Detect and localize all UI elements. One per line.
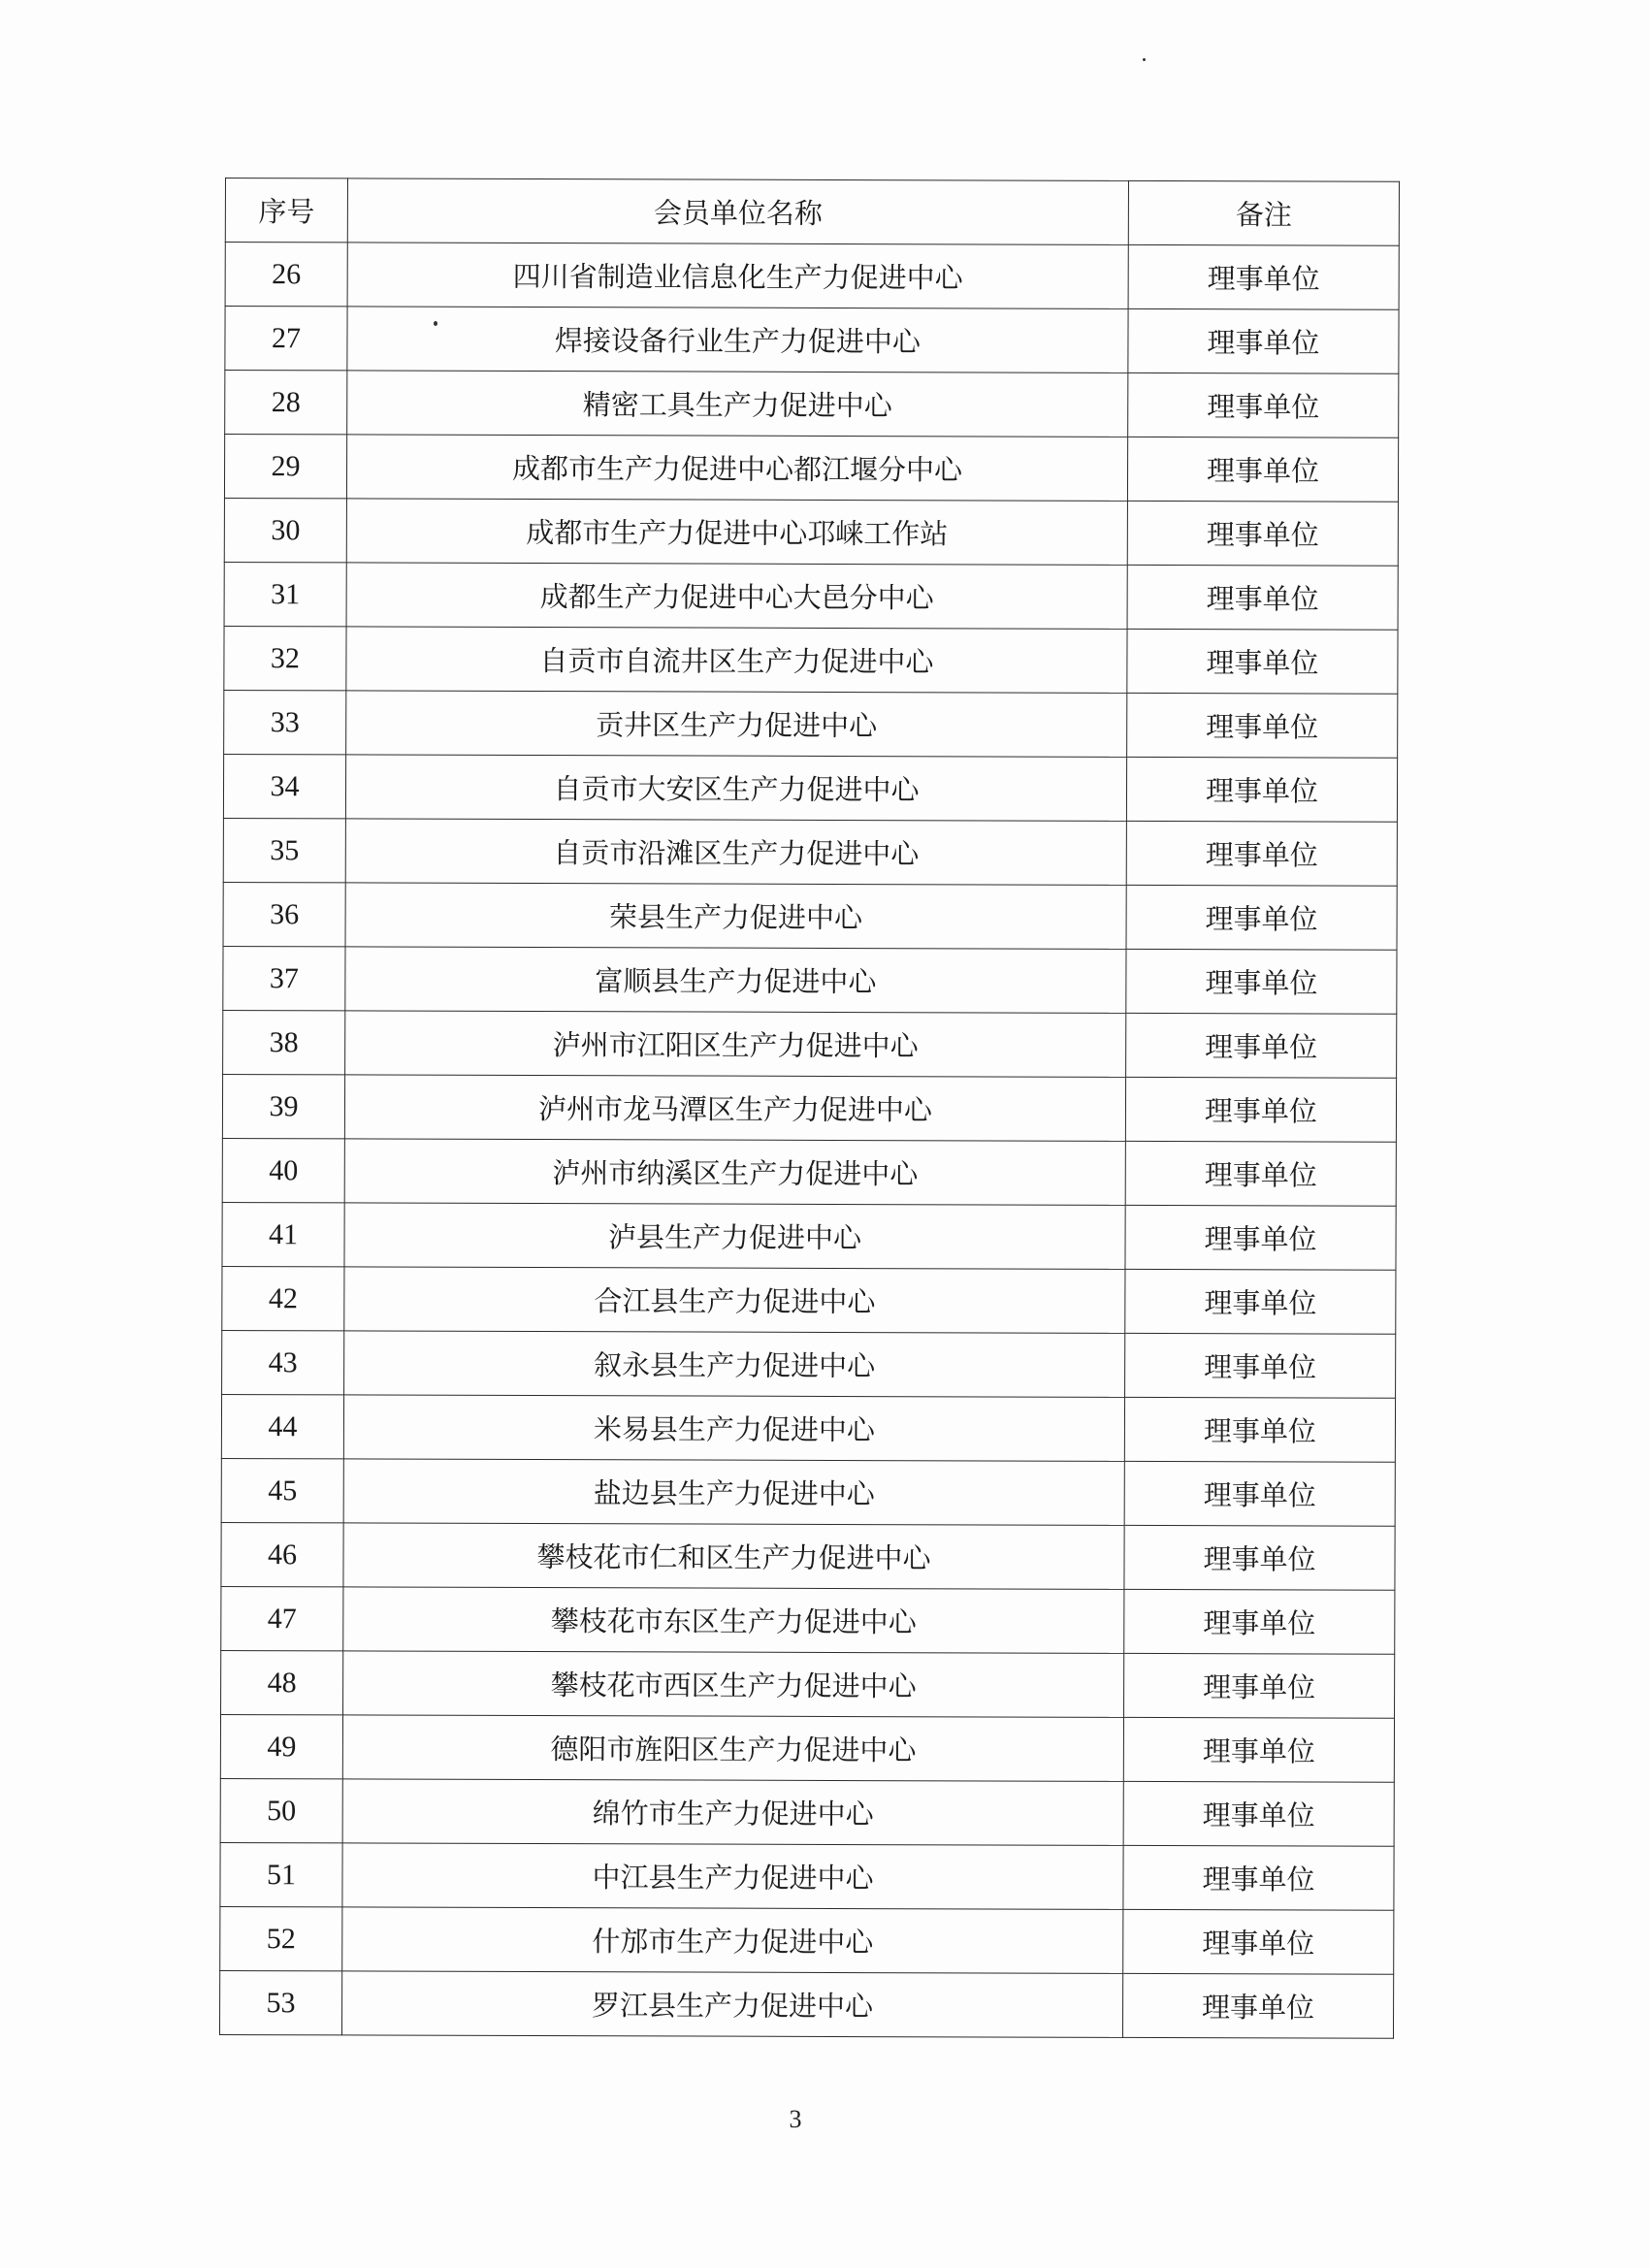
member-unit-name: 自贡市大安区生产力促进中心 — [345, 755, 1126, 822]
row-number: 49 — [220, 1714, 342, 1778]
remark-cell: 理事单位 — [1127, 693, 1398, 758]
table-row — [222, 1266, 1396, 1334]
remark-cell: 理事单位 — [1124, 1653, 1395, 1718]
remark-cell: 理事单位 — [1124, 1461, 1395, 1526]
member-unit-name: 泸州市龙马潭区生产力促进中心 — [344, 1075, 1125, 1142]
row-number: 37 — [223, 946, 345, 1010]
table-body — [219, 243, 1399, 2039]
table-row — [224, 435, 1398, 502]
table-row — [223, 754, 1397, 822]
header-name: 会员单位名称 — [347, 178, 1128, 245]
member-unit-name: 攀枝花市仁和区生产力促进中心 — [343, 1523, 1124, 1590]
remark-cell: 理事单位 — [1127, 437, 1398, 502]
member-unit-name: 中江县生产力促进中心 — [342, 1843, 1123, 1910]
remark-cell: 理事单位 — [1124, 1397, 1395, 1462]
remark-cell: 理事单位 — [1125, 1141, 1396, 1206]
row-number: 51 — [220, 1842, 342, 1906]
remark-cell: 理事单位 — [1128, 244, 1399, 309]
table-row — [221, 1458, 1395, 1526]
remark-cell: 理事单位 — [1127, 565, 1398, 630]
row-number: 38 — [223, 1010, 345, 1074]
row-number: 31 — [224, 562, 346, 626]
row-number: 45 — [221, 1458, 343, 1522]
member-unit-name: 合江县生产力促进中心 — [344, 1267, 1125, 1334]
remark-cell: 理事单位 — [1126, 885, 1397, 950]
member-unit-name: 什邡市生产力促进中心 — [342, 1907, 1123, 1974]
remark-cell: 理事单位 — [1126, 757, 1397, 822]
member-unit-name: 泸州市纳溪区生产力促进中心 — [344, 1139, 1125, 1206]
member-unit-name: 自贡市沿滩区生产力促进中心 — [345, 819, 1126, 886]
scan-speck — [1143, 58, 1146, 61]
member-unit-name: 成都生产力促进中心大邑分中心 — [346, 563, 1127, 630]
table-row — [225, 243, 1399, 310]
member-unit-name: 成都市生产力促进中心都江堰分中心 — [346, 435, 1127, 502]
member-unit-name: 德阳市旌阳区生产力促进中心 — [342, 1715, 1123, 1782]
member-units-table — [219, 178, 1400, 2039]
page-number: 3 — [789, 2105, 802, 2133]
row-number: 36 — [223, 882, 345, 946]
header-no: 序号 — [225, 178, 347, 243]
table-row — [221, 1650, 1395, 1718]
member-unit-name: 贡井区生产力促进中心 — [346, 691, 1127, 758]
row-number: 46 — [221, 1522, 343, 1586]
row-number: 47 — [221, 1586, 343, 1650]
remark-cell: 理事单位 — [1126, 1013, 1397, 1078]
row-number: 41 — [222, 1202, 344, 1266]
row-number: 33 — [224, 690, 346, 754]
table-row — [221, 1586, 1395, 1654]
table-row — [223, 946, 1397, 1014]
header-remark: 备注 — [1128, 180, 1399, 245]
row-number: 44 — [221, 1394, 343, 1458]
row-number: 40 — [222, 1138, 344, 1202]
remark-cell: 理事单位 — [1125, 1269, 1396, 1334]
remark-cell: 理事单位 — [1123, 1781, 1394, 1846]
row-number: 30 — [224, 498, 346, 562]
remark-cell: 理事单位 — [1127, 629, 1398, 694]
table-row — [220, 1842, 1394, 1910]
table-row — [223, 882, 1397, 950]
remark-cell: 理事单位 — [1128, 308, 1399, 373]
remark-cell: 理事单位 — [1123, 1845, 1394, 1910]
member-unit-name: 荣县生产力促进中心 — [345, 883, 1126, 950]
table-row — [221, 1522, 1395, 1590]
table-row — [222, 1330, 1396, 1398]
member-unit-name: 自贡市自流井区生产力促进中心 — [346, 627, 1127, 694]
table-row — [222, 1138, 1396, 1206]
remark-cell: 理事单位 — [1128, 373, 1399, 437]
row-number: 26 — [225, 243, 347, 307]
remark-cell: 理事单位 — [1123, 1909, 1394, 1974]
table-row — [224, 498, 1398, 566]
member-unit-name: 攀枝花市西区生产力促进中心 — [343, 1651, 1124, 1718]
row-number: 32 — [224, 626, 346, 690]
remark-cell: 理事单位 — [1124, 1525, 1395, 1590]
row-number: 29 — [224, 435, 346, 499]
remark-cell: 理事单位 — [1125, 1077, 1396, 1142]
member-unit-name: 盐边县生产力促进中心 — [343, 1459, 1124, 1526]
member-unit-name: 焊接设备行业生产力促进中心 — [347, 307, 1128, 373]
row-number: 34 — [223, 754, 345, 818]
table-row — [221, 1394, 1395, 1462]
table-row — [219, 1970, 1393, 2038]
table-row — [222, 1074, 1396, 1142]
table-row — [224, 562, 1398, 630]
table-header-row — [225, 178, 1399, 246]
table-row — [222, 1202, 1396, 1270]
row-number: 42 — [222, 1266, 344, 1330]
member-unit-name: 叙永县生产力促进中心 — [344, 1331, 1125, 1398]
remark-cell: 理事单位 — [1122, 1973, 1393, 2038]
row-number: 28 — [225, 371, 347, 435]
table-row — [225, 371, 1399, 438]
member-unit-name: 泸州市江阳区生产力促进中心 — [345, 1011, 1126, 1078]
remark-cell: 理事单位 — [1124, 1589, 1395, 1654]
remark-cell: 理事单位 — [1125, 1205, 1396, 1270]
table-row — [220, 1906, 1394, 1974]
table-row — [220, 1778, 1394, 1846]
row-number: 53 — [219, 1970, 341, 2034]
table-row — [224, 690, 1398, 758]
remark-cell: 理事单位 — [1126, 821, 1397, 886]
table-row — [224, 626, 1398, 694]
member-unit-name: 米易县生产力促进中心 — [343, 1395, 1124, 1462]
row-number: 27 — [225, 307, 347, 371]
member-unit-name: 成都市生产力促进中心邛崃工作站 — [346, 499, 1127, 566]
member-unit-name: 四川省制造业信息化生产力促进中心 — [347, 243, 1128, 309]
table-row — [220, 1714, 1394, 1782]
remark-cell: 理事单位 — [1127, 501, 1398, 566]
member-unit-name: 精密工具生产力促进中心 — [347, 371, 1128, 437]
table-row — [223, 1010, 1397, 1078]
member-unit-name: 富顺县生产力促进中心 — [345, 947, 1126, 1014]
remark-cell: 理事单位 — [1123, 1717, 1394, 1782]
remark-cell: 理事单位 — [1126, 949, 1397, 1014]
row-number: 50 — [220, 1778, 342, 1842]
member-unit-name: 泸县生产力促进中心 — [344, 1203, 1125, 1270]
row-number: 48 — [221, 1650, 343, 1714]
remark-cell: 理事单位 — [1125, 1333, 1396, 1398]
table-row — [225, 307, 1399, 374]
member-unit-name: 绵竹市生产力促进中心 — [342, 1779, 1123, 1846]
member-unit-name: 罗江县生产力促进中心 — [341, 1971, 1122, 2038]
row-number: 39 — [222, 1074, 344, 1138]
member-unit-name: 攀枝花市东区生产力促进中心 — [343, 1587, 1124, 1654]
table-row — [223, 818, 1397, 886]
row-number: 43 — [222, 1330, 344, 1394]
row-number: 35 — [223, 818, 345, 882]
row-number: 52 — [220, 1906, 342, 1970]
